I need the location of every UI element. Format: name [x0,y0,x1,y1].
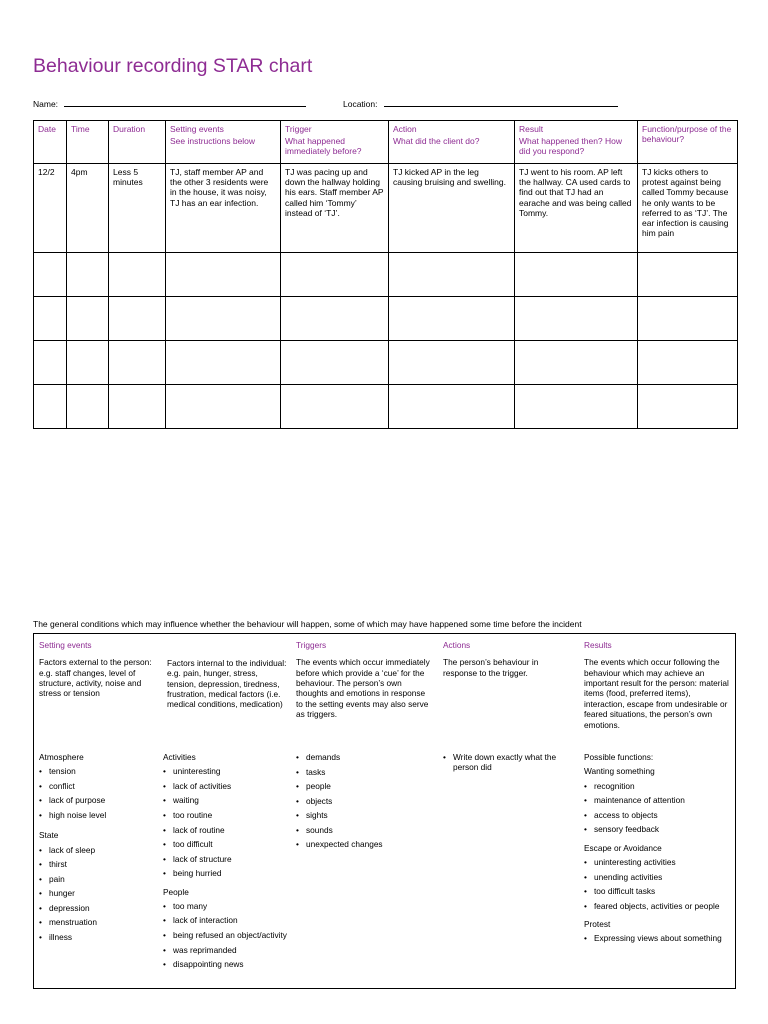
column-header-4 [281,121,389,164]
column-header-text: What did the client do? [393,136,480,147]
table-cell: TJ kicked AP in the leg causing bruising and swelling. [389,164,515,253]
list-item: • was reprimanded [163,945,287,955]
list-item: • recognition [584,781,732,791]
results-lower [584,752,732,948]
table-cell-empty[interactable] [638,253,738,297]
list-item: • people [296,781,434,791]
table-cell: TJ kicks others to protest against being called Tommy because he only wants to be referred to as ‘TJ’. The ear infection is causing him pain [638,164,738,253]
guide-intro: The general conditions which may influence whether the behaviour will happen, some of which may have happened some time before the incident [33,619,582,629]
setting-events-lower-a [39,752,159,947]
list-item: • conflict [39,781,159,791]
state-label: State [39,830,59,841]
name-label: Name: [33,99,59,109]
table-cell-empty[interactable] [515,297,638,341]
table-cell: TJ, staff member AP and the other 3 residents were in the house, it was noisy, TJ has an ear infection. [166,164,281,253]
table-row-blank [34,253,738,297]
table-cell-empty[interactable] [67,385,109,429]
list-item: • pain [39,874,159,884]
list-item: • feared objects, activities or people [584,901,732,911]
table-cell-empty[interactable] [166,341,281,385]
actions-header: Actions [443,640,471,650]
table-cell-empty[interactable] [389,385,515,429]
name-input-line[interactable] [64,98,306,107]
table-row-blank [34,341,738,385]
actions-column [443,640,571,678]
table-cell-empty[interactable] [34,341,67,385]
wanting-label: Wanting something [584,766,655,777]
column-header-0 [34,121,67,164]
column-header-text: Setting events [170,124,224,134]
protest-list [584,933,732,943]
table-cell-empty[interactable] [109,341,166,385]
table-cell-empty[interactable] [67,341,109,385]
column-header-text: Date [38,124,56,134]
table-cell-empty[interactable] [166,253,281,297]
table-header-row [34,121,738,164]
column-header-text: Function/purpose of the behaviour? [642,124,732,145]
results-header: Results [584,640,612,650]
list-item: • waiting [163,795,287,805]
list-item: • lack of structure [163,854,287,864]
column-header-text: What happened immediately before? [285,136,362,157]
state-list [39,845,159,943]
activities-label: Activities [163,752,196,762]
list-item: • objects [296,796,434,806]
table-cell-empty[interactable] [34,253,67,297]
list-item: • uninteresting activities [584,857,732,867]
triggers-list [296,752,434,850]
page-title: Behaviour recording STAR chart [33,55,313,77]
table-cell-empty[interactable] [515,253,638,297]
column-header-5 [389,121,515,164]
people-list [163,901,287,970]
table-cell-empty[interactable] [389,253,515,297]
people-label: People [163,886,189,897]
location-field [343,98,618,109]
wanting-list [584,781,732,835]
location-input-line[interactable] [384,98,618,107]
column-header-3 [166,121,281,164]
list-item: • Expressing views about something [584,933,732,943]
list-item: • sensory feedback [584,824,732,834]
list-item: • depression [39,903,159,913]
activities-list [163,766,287,878]
name-field [33,98,306,109]
setting-events-lower-b [163,752,287,974]
column-header-text: Result [519,124,544,134]
list-item: • sights [296,810,434,820]
list-item: • maintenance of attention [584,795,732,805]
list-item: • demands [296,752,434,762]
table-cell: TJ was pacing up and down the hallway holding his ears. Staff member AP called him ‘Tommy’ instead of ‘TJ’. [281,164,389,253]
triggers-desc: The events which occur immediately before which provide a ‘cue’ for the behaviour. The person’s own thoughts and emotions in response to the setting events may also serve as triggers. [296,657,430,720]
triggers-header: Triggers [296,640,327,650]
column-header-6 [515,121,638,164]
actions-lower [443,752,571,777]
column-header-2 [109,121,166,164]
escape-list [584,857,732,911]
table-cell-empty[interactable] [515,341,638,385]
triggers-column [296,640,434,720]
column-header-text: See instructions below [170,136,256,147]
guide-box [33,633,736,989]
list-item: • too many [163,901,287,911]
table-cell-empty[interactable] [34,297,67,341]
table-cell-empty[interactable] [515,385,638,429]
table-cell-empty[interactable] [166,297,281,341]
column-header-1 [67,121,109,164]
table-row-example [34,164,738,253]
actions-desc: The person’s behaviour in response to the trigger. [443,657,539,678]
table-row-blank [34,297,738,341]
atmosphere-list [39,766,159,820]
table-cell-empty[interactable] [389,341,515,385]
table-cell: Less 5 minutes [109,164,166,253]
column-header-text: Trigger [285,124,312,134]
column-header-text: Action [393,124,417,134]
table-cell-empty[interactable] [638,385,738,429]
escape-label: Escape or Avoidance [584,842,662,853]
protest-label: Protest [584,919,611,930]
list-item: • too difficult [163,839,287,849]
list-item: • uninteresting [163,766,287,776]
setting-events-external-desc: Factors external to the person: e.g. staff changes, level of structure, activity, noise and stress or tension [39,657,152,699]
list-item: • unending activities [584,872,732,882]
setting-events-internal-column [167,658,287,710]
table-cell-empty[interactable] [638,297,738,341]
list-item: • being hurried [163,868,287,878]
list-item: • lack of purpose [39,795,159,805]
table-cell-empty[interactable] [109,297,166,341]
list-item: • sounds [296,825,434,835]
table-cell-empty[interactable] [281,341,389,385]
list-item: • lack of interaction [163,915,287,925]
list-item: • high noise level [39,810,159,820]
list-item: • access to objects [584,810,732,820]
list-item: • Write down exactly what the person did [443,752,571,773]
list-item: • too routine [163,810,287,820]
list-item: • lack of activities [163,781,287,791]
list-item: • menstruation [39,917,159,927]
list-item: • disappointing news [163,959,287,969]
list-item: • lack of routine [163,825,287,835]
triggers-lower [296,752,434,854]
table-cell-empty[interactable] [67,253,109,297]
star-chart-table [33,120,738,429]
column-header-text: Duration [113,124,146,134]
list-item: • lack of sleep [39,845,159,855]
list-item: • unexpected changes [296,839,434,849]
setting-events-internal-desc: Factors internal to the individual: e.g. pain, hunger, stress, tension, depression, tiredness, frustration, medical factors (i.e. medical conditions, medication) [167,658,287,710]
list-item: • too difficult tasks [584,886,732,896]
results-column [584,640,732,730]
table-cell-empty[interactable] [281,385,389,429]
column-header-text: What happened then? How did you respond? [519,136,623,157]
list-item: • illness [39,932,159,942]
table-cell-empty[interactable] [67,297,109,341]
table-row-blank [34,385,738,429]
actions-list [443,752,571,773]
table-cell-empty[interactable] [166,385,281,429]
table-cell-empty[interactable] [281,297,389,341]
table-cell-empty[interactable] [34,385,67,429]
atmosphere-label: Atmosphere [39,752,84,762]
results-desc: The events which occur following the behaviour which may achieve an important result for the person: material items (food, preferred items), interaction, escape from undesirable or feared situations, the person’s own emotions. [584,657,729,730]
table-cell-empty[interactable] [281,253,389,297]
list-item: • tension [39,766,159,776]
column-header-7 [638,121,738,164]
table-cell-empty[interactable] [109,385,166,429]
table-cell: TJ went to his room. AP left the hallway. CA used cards to find out that TJ had an earache and was being called Tommy. [515,164,638,253]
list-item: • tasks [296,767,434,777]
list-item: • thirst [39,859,159,869]
table-cell: 4pm [67,164,109,253]
table-cell-empty[interactable] [109,253,166,297]
table-cell-empty[interactable] [638,341,738,385]
list-item: • hunger [39,888,159,898]
location-label: Location: [343,99,378,109]
setting-events-external-column [39,640,159,699]
functions-label: Possible functions: [584,752,654,762]
setting-events-header: Setting events [39,640,92,650]
table-cell-empty[interactable] [389,297,515,341]
column-header-text: Time [71,124,90,134]
table-cell: 12/2 [34,164,67,253]
list-item: • being refused an object/activity [163,930,287,940]
